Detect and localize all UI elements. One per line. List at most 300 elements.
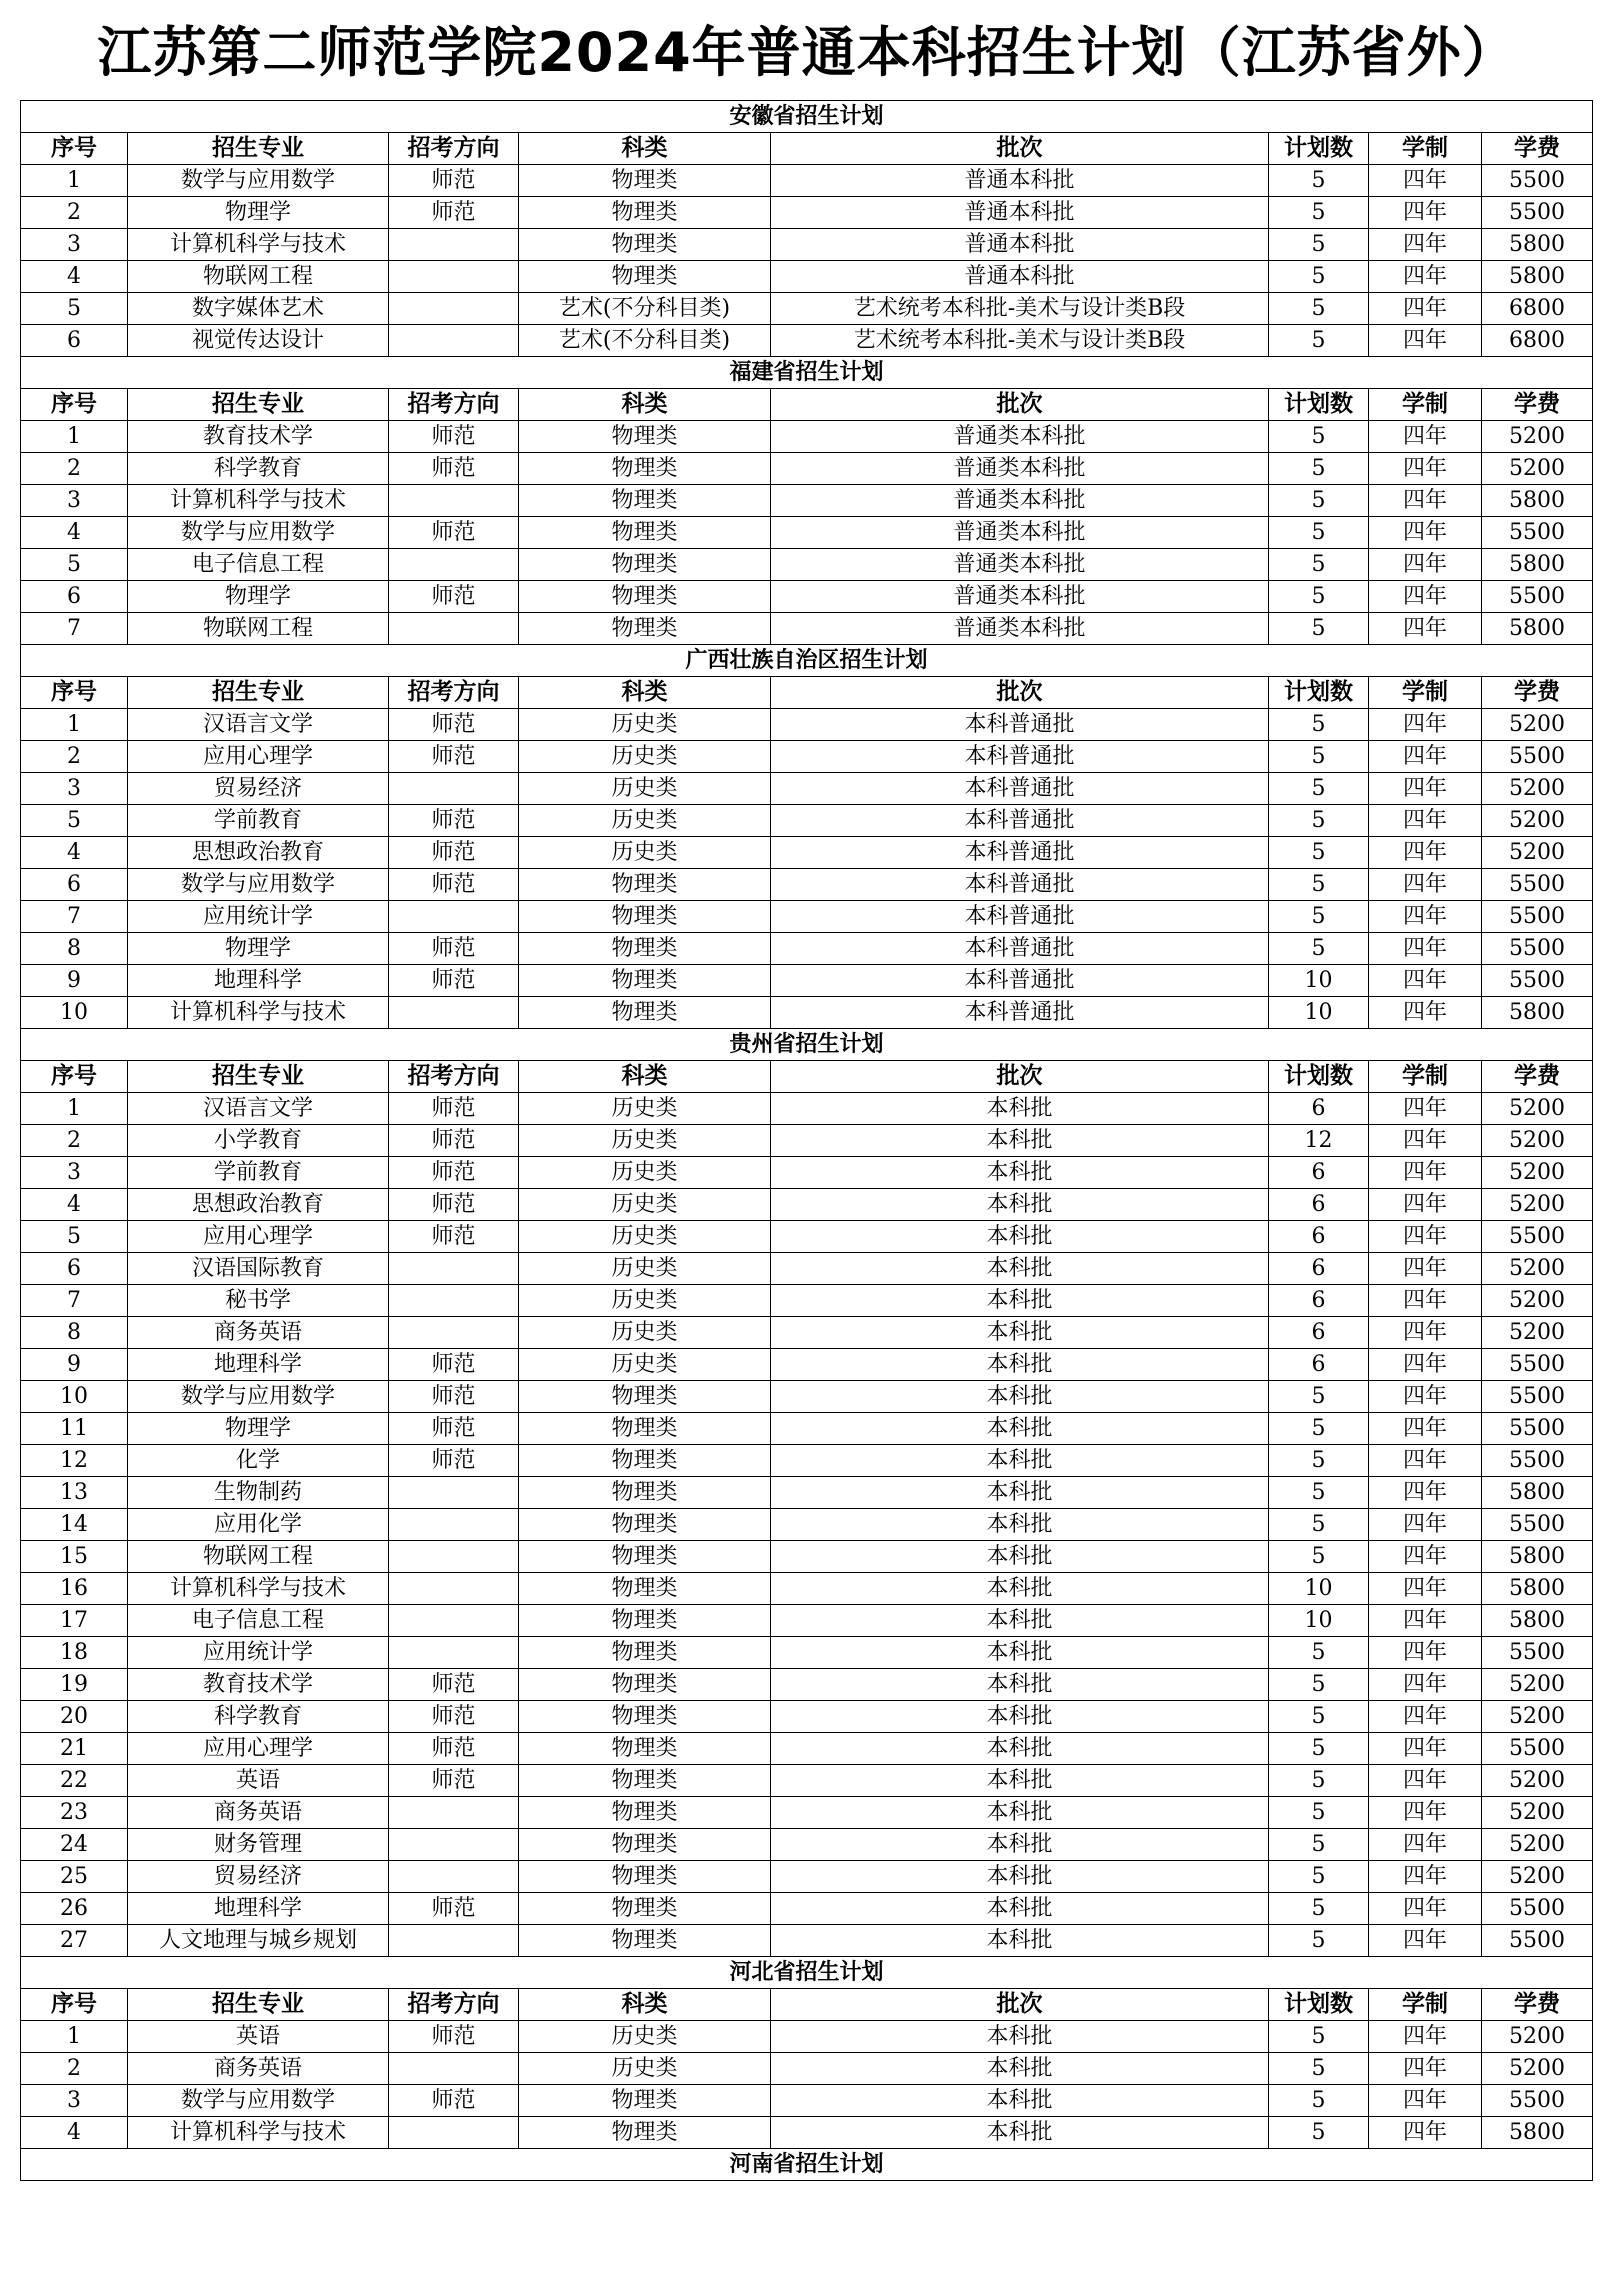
cell-subject-type: 物理类 xyxy=(519,1861,771,1893)
column-header-tuition: 学费 xyxy=(1482,677,1593,709)
table-row xyxy=(21,581,1593,613)
cell-duration: 四年 xyxy=(1369,1413,1482,1445)
cell-duration: 四年 xyxy=(1369,549,1482,581)
cell-duration: 四年 xyxy=(1369,1637,1482,1669)
cell-subject-type: 物理类 xyxy=(519,1573,771,1605)
cell-plan-count: 5 xyxy=(1269,453,1369,485)
cell-subject-type: 物理类 xyxy=(519,1829,771,1861)
cell-index: 3 xyxy=(21,773,128,805)
cell-direction: 师范 xyxy=(389,805,519,837)
cell-direction xyxy=(389,1797,519,1829)
table-row xyxy=(21,1861,1593,1893)
table-row xyxy=(21,1765,1593,1797)
column-header-major: 招生专业 xyxy=(128,389,389,421)
cell-index: 18 xyxy=(21,1637,128,1669)
column-header-plan-count: 计划数 xyxy=(1269,389,1369,421)
cell-batch: 本科批 xyxy=(771,1797,1269,1829)
cell-batch: 本科普通批 xyxy=(771,869,1269,901)
cell-plan-count: 6 xyxy=(1269,1317,1369,1349)
cell-duration: 四年 xyxy=(1369,1285,1482,1317)
cell-plan-count: 5 xyxy=(1269,1477,1369,1509)
cell-direction: 师范 xyxy=(389,1221,519,1253)
cell-direction xyxy=(389,325,519,357)
column-header-subject-type: 科类 xyxy=(519,677,771,709)
cell-batch: 本科普通批 xyxy=(771,901,1269,933)
cell-index: 2 xyxy=(21,2053,128,2085)
cell-subject-type: 物理类 xyxy=(519,1925,771,1957)
cell-subject-type: 历史类 xyxy=(519,709,771,741)
cell-batch: 本科批 xyxy=(771,1733,1269,1765)
cell-tuition: 5200 xyxy=(1482,2053,1593,2085)
cell-tuition: 5500 xyxy=(1482,965,1593,997)
column-header-batch: 批次 xyxy=(771,1061,1269,1093)
table-row xyxy=(21,1925,1593,1957)
cell-index: 6 xyxy=(21,325,128,357)
cell-tuition: 5800 xyxy=(1482,1477,1593,1509)
cell-tuition: 5500 xyxy=(1482,1893,1593,1925)
cell-direction: 师范 xyxy=(389,197,519,229)
cell-plan-count: 5 xyxy=(1269,741,1369,773)
cell-direction: 师范 xyxy=(389,1445,519,1477)
cell-direction: 师范 xyxy=(389,2085,519,2117)
table-row xyxy=(21,741,1593,773)
cell-major: 贸易经济 xyxy=(128,773,389,805)
cell-direction: 师范 xyxy=(389,1381,519,1413)
cell-duration: 四年 xyxy=(1369,1701,1482,1733)
cell-direction xyxy=(389,613,519,645)
cell-major: 数学与应用数学 xyxy=(128,517,389,549)
cell-tuition: 5800 xyxy=(1482,997,1593,1029)
cell-major: 小学教育 xyxy=(128,1125,389,1157)
cell-plan-count: 5 xyxy=(1269,1861,1369,1893)
cell-batch: 本科普通批 xyxy=(771,805,1269,837)
cell-subject-type: 物理类 xyxy=(519,1477,771,1509)
cell-subject-type: 物理类 xyxy=(519,229,771,261)
cell-batch: 本科批 xyxy=(771,1925,1269,1957)
cell-tuition: 5500 xyxy=(1482,869,1593,901)
cell-index: 4 xyxy=(21,261,128,293)
cell-subject-type: 物理类 xyxy=(519,901,771,933)
cell-subject-type: 物理类 xyxy=(519,965,771,997)
cell-index: 7 xyxy=(21,1285,128,1317)
cell-index: 12 xyxy=(21,1445,128,1477)
cell-direction: 师范 xyxy=(389,165,519,197)
cell-tuition: 5500 xyxy=(1482,1221,1593,1253)
cell-tuition: 5200 xyxy=(1482,1189,1593,1221)
table-row xyxy=(21,1477,1593,1509)
cell-batch: 本科批 xyxy=(771,1541,1269,1573)
cell-direction: 师范 xyxy=(389,453,519,485)
table-row xyxy=(21,261,1593,293)
cell-batch: 本科批 xyxy=(771,1221,1269,1253)
table-row xyxy=(21,165,1593,197)
table-row xyxy=(21,1381,1593,1413)
table-row xyxy=(21,1605,1593,1637)
cell-duration: 四年 xyxy=(1369,1221,1482,1253)
cell-subject-type: 物理类 xyxy=(519,581,771,613)
cell-tuition: 5500 xyxy=(1482,581,1593,613)
cell-subject-type: 历史类 xyxy=(519,1189,771,1221)
table-row xyxy=(21,773,1593,805)
cell-batch: 本科批 xyxy=(771,2085,1269,2117)
cell-tuition: 5800 xyxy=(1482,613,1593,645)
cell-direction xyxy=(389,229,519,261)
cell-subject-type: 历史类 xyxy=(519,1317,771,1349)
column-header-tuition: 学费 xyxy=(1482,389,1593,421)
column-header-batch: 批次 xyxy=(771,1989,1269,2021)
cell-tuition: 5500 xyxy=(1482,165,1593,197)
cell-subject-type: 历史类 xyxy=(519,837,771,869)
cell-index: 5 xyxy=(21,805,128,837)
cell-subject-type: 物理类 xyxy=(519,421,771,453)
cell-major: 科学教育 xyxy=(128,1701,389,1733)
cell-subject-type: 历史类 xyxy=(519,741,771,773)
cell-plan-count: 5 xyxy=(1269,613,1369,645)
cell-major: 数学与应用数学 xyxy=(128,1381,389,1413)
cell-tuition: 5200 xyxy=(1482,1861,1593,1893)
cell-plan-count: 5 xyxy=(1269,709,1369,741)
cell-tuition: 5200 xyxy=(1482,837,1593,869)
cell-major: 数学与应用数学 xyxy=(128,869,389,901)
table-row xyxy=(21,1093,1593,1125)
cell-plan-count: 6 xyxy=(1269,1093,1369,1125)
cell-duration: 四年 xyxy=(1369,1765,1482,1797)
column-header-plan-count: 计划数 xyxy=(1269,1061,1369,1093)
cell-duration: 四年 xyxy=(1369,1509,1482,1541)
cell-subject-type: 历史类 xyxy=(519,1093,771,1125)
cell-plan-count: 5 xyxy=(1269,165,1369,197)
table-row xyxy=(21,1541,1593,1573)
cell-major: 生物制药 xyxy=(128,1477,389,1509)
cell-tuition: 5500 xyxy=(1482,1445,1593,1477)
cell-direction: 师范 xyxy=(389,1701,519,1733)
cell-plan-count: 5 xyxy=(1269,1637,1369,1669)
section-title: 河北省招生计划 xyxy=(21,1957,1593,1989)
table-row xyxy=(21,1157,1593,1189)
cell-plan-count: 5 xyxy=(1269,1797,1369,1829)
table-row xyxy=(21,1701,1593,1733)
cell-direction: 师范 xyxy=(389,1189,519,1221)
cell-plan-count: 5 xyxy=(1269,485,1369,517)
cell-plan-count: 5 xyxy=(1269,1733,1369,1765)
cell-plan-count: 5 xyxy=(1269,1509,1369,1541)
cell-subject-type: 物理类 xyxy=(519,1541,771,1573)
cell-index: 1 xyxy=(21,2021,128,2053)
cell-tuition: 5500 xyxy=(1482,741,1593,773)
cell-plan-count: 10 xyxy=(1269,997,1369,1029)
cell-plan-count: 6 xyxy=(1269,1253,1369,1285)
cell-batch: 普通类本科批 xyxy=(771,517,1269,549)
cell-batch: 普通本科批 xyxy=(771,229,1269,261)
table-row xyxy=(21,613,1593,645)
cell-tuition: 5500 xyxy=(1482,2085,1593,2117)
cell-plan-count: 5 xyxy=(1269,837,1369,869)
cell-plan-count: 5 xyxy=(1269,933,1369,965)
cell-major: 应用心理学 xyxy=(128,1221,389,1253)
section-title-row xyxy=(21,1029,1593,1061)
cell-index: 4 xyxy=(21,837,128,869)
cell-subject-type: 物理类 xyxy=(519,485,771,517)
column-header-index: 序号 xyxy=(21,1061,128,1093)
cell-major: 物理学 xyxy=(128,197,389,229)
cell-subject-type: 物理类 xyxy=(519,165,771,197)
cell-batch: 本科批 xyxy=(771,1893,1269,1925)
cell-duration: 四年 xyxy=(1369,965,1482,997)
column-header-subject-type: 科类 xyxy=(519,1061,771,1093)
cell-batch: 本科批 xyxy=(771,1189,1269,1221)
cell-tuition: 5500 xyxy=(1482,1733,1593,1765)
table-row xyxy=(21,1317,1593,1349)
cell-tuition: 5200 xyxy=(1482,1125,1593,1157)
cell-tuition: 5200 xyxy=(1482,1157,1593,1189)
table-row xyxy=(21,229,1593,261)
column-header-duration: 学制 xyxy=(1369,133,1482,165)
cell-batch: 普通类本科批 xyxy=(771,421,1269,453)
section-title-row xyxy=(21,101,1593,133)
cell-batch: 普通类本科批 xyxy=(771,581,1269,613)
column-header-tuition: 学费 xyxy=(1482,1989,1593,2021)
cell-batch: 本科批 xyxy=(771,1157,1269,1189)
column-header-duration: 学制 xyxy=(1369,1061,1482,1093)
cell-index: 6 xyxy=(21,1253,128,1285)
cell-major: 物联网工程 xyxy=(128,1541,389,1573)
table-row xyxy=(21,709,1593,741)
cell-batch: 本科普通批 xyxy=(771,773,1269,805)
cell-tuition: 5800 xyxy=(1482,485,1593,517)
cell-batch: 本科批 xyxy=(771,1413,1269,1445)
table-row xyxy=(21,805,1593,837)
cell-major: 地理科学 xyxy=(128,965,389,997)
cell-direction xyxy=(389,2053,519,2085)
cell-direction: 师范 xyxy=(389,1157,519,1189)
cell-batch: 普通类本科批 xyxy=(771,613,1269,645)
cell-major: 贸易经济 xyxy=(128,1861,389,1893)
cell-batch: 本科普通批 xyxy=(771,965,1269,997)
cell-duration: 四年 xyxy=(1369,1573,1482,1605)
cell-major: 应用统计学 xyxy=(128,901,389,933)
cell-major: 数学与应用数学 xyxy=(128,165,389,197)
cell-index: 17 xyxy=(21,1605,128,1637)
cell-index: 14 xyxy=(21,1509,128,1541)
cell-tuition: 5500 xyxy=(1482,1349,1593,1381)
cell-subject-type: 物理类 xyxy=(519,869,771,901)
cell-major: 思想政治教育 xyxy=(128,1189,389,1221)
cell-plan-count: 5 xyxy=(1269,293,1369,325)
cell-index: 3 xyxy=(21,229,128,261)
cell-major: 汉语言文学 xyxy=(128,709,389,741)
cell-index: 27 xyxy=(21,1925,128,1957)
cell-plan-count: 5 xyxy=(1269,197,1369,229)
cell-duration: 四年 xyxy=(1369,1733,1482,1765)
cell-direction: 师范 xyxy=(389,2021,519,2053)
cell-subject-type: 物理类 xyxy=(519,997,771,1029)
cell-batch: 本科批 xyxy=(771,1701,1269,1733)
table-row xyxy=(21,1285,1593,1317)
cell-plan-count: 5 xyxy=(1269,1413,1369,1445)
table-row xyxy=(21,933,1593,965)
cell-major: 视觉传达设计 xyxy=(128,325,389,357)
cell-duration: 四年 xyxy=(1369,773,1482,805)
cell-tuition: 5200 xyxy=(1482,1829,1593,1861)
cell-batch: 普通类本科批 xyxy=(771,485,1269,517)
cell-duration: 四年 xyxy=(1369,1093,1482,1125)
cell-batch: 本科批 xyxy=(771,2021,1269,2053)
cell-duration: 四年 xyxy=(1369,1317,1482,1349)
cell-batch: 本科普通批 xyxy=(771,933,1269,965)
cell-duration: 四年 xyxy=(1369,1605,1482,1637)
table-row xyxy=(21,325,1593,357)
cell-tuition: 5800 xyxy=(1482,229,1593,261)
cell-duration: 四年 xyxy=(1369,453,1482,485)
cell-major: 计算机科学与技术 xyxy=(128,1573,389,1605)
cell-index: 15 xyxy=(21,1541,128,1573)
cell-plan-count: 5 xyxy=(1269,2021,1369,2053)
cell-direction xyxy=(389,997,519,1029)
cell-index: 4 xyxy=(21,2117,128,2149)
column-header-major: 招生专业 xyxy=(128,133,389,165)
cell-duration: 四年 xyxy=(1369,581,1482,613)
column-header-direction: 招考方向 xyxy=(389,677,519,709)
cell-subject-type: 历史类 xyxy=(519,805,771,837)
cell-subject-type: 物理类 xyxy=(519,933,771,965)
cell-major: 物理学 xyxy=(128,1413,389,1445)
cell-tuition: 5800 xyxy=(1482,1605,1593,1637)
cell-direction xyxy=(389,1605,519,1637)
cell-plan-count: 5 xyxy=(1269,421,1369,453)
table-row xyxy=(21,869,1593,901)
cell-tuition: 5200 xyxy=(1482,1285,1593,1317)
cell-batch: 本科批 xyxy=(771,1765,1269,1797)
cell-direction: 师范 xyxy=(389,517,519,549)
cell-batch: 本科批 xyxy=(771,1317,1269,1349)
cell-index: 19 xyxy=(21,1669,128,1701)
section-title-row xyxy=(21,2149,1593,2181)
table-row xyxy=(21,1445,1593,1477)
table-row xyxy=(21,197,1593,229)
column-header-direction: 招考方向 xyxy=(389,389,519,421)
section-title: 贵州省招生计划 xyxy=(21,1029,1593,1061)
cell-direction xyxy=(389,1573,519,1605)
table-row xyxy=(21,2085,1593,2117)
cell-tuition: 6800 xyxy=(1482,293,1593,325)
cell-tuition: 5200 xyxy=(1482,1669,1593,1701)
cell-duration: 四年 xyxy=(1369,933,1482,965)
table-row xyxy=(21,837,1593,869)
cell-subject-type: 物理类 xyxy=(519,1637,771,1669)
cell-major: 英语 xyxy=(128,2021,389,2053)
table-row xyxy=(21,421,1593,453)
cell-major: 应用心理学 xyxy=(128,1733,389,1765)
cell-index: 13 xyxy=(21,1477,128,1509)
header-row xyxy=(21,1989,1593,2021)
cell-major: 汉语言文学 xyxy=(128,1093,389,1125)
cell-direction: 师范 xyxy=(389,421,519,453)
cell-index: 9 xyxy=(21,965,128,997)
cell-batch: 本科批 xyxy=(771,1381,1269,1413)
cell-major: 教育技术学 xyxy=(128,421,389,453)
cell-subject-type: 艺术(不分科目类) xyxy=(519,293,771,325)
column-header-index: 序号 xyxy=(21,133,128,165)
cell-index: 26 xyxy=(21,1893,128,1925)
cell-index: 3 xyxy=(21,2085,128,2117)
cell-plan-count: 5 xyxy=(1269,1925,1369,1957)
cell-index: 4 xyxy=(21,1189,128,1221)
cell-plan-count: 5 xyxy=(1269,773,1369,805)
cell-major: 物理学 xyxy=(128,933,389,965)
cell-duration: 四年 xyxy=(1369,901,1482,933)
cell-plan-count: 5 xyxy=(1269,1701,1369,1733)
cell-major: 学前教育 xyxy=(128,1157,389,1189)
cell-duration: 四年 xyxy=(1369,1381,1482,1413)
table-row xyxy=(21,453,1593,485)
cell-duration: 四年 xyxy=(1369,197,1482,229)
section-title: 河南省招生计划 xyxy=(21,2149,1593,2181)
cell-duration: 四年 xyxy=(1369,805,1482,837)
cell-duration: 四年 xyxy=(1369,837,1482,869)
table-row xyxy=(21,1221,1593,1253)
cell-tuition: 5200 xyxy=(1482,773,1593,805)
section-title-row xyxy=(21,1957,1593,1989)
column-header-major: 招生专业 xyxy=(128,677,389,709)
cell-tuition: 5200 xyxy=(1482,453,1593,485)
column-header-index: 序号 xyxy=(21,1989,128,2021)
table-row xyxy=(21,997,1593,1029)
cell-plan-count: 5 xyxy=(1269,1541,1369,1573)
cell-duration: 四年 xyxy=(1369,1861,1482,1893)
cell-index: 5 xyxy=(21,549,128,581)
cell-batch: 本科普通批 xyxy=(771,837,1269,869)
cell-subject-type: 历史类 xyxy=(519,2021,771,2053)
table-row xyxy=(21,1669,1593,1701)
cell-duration: 四年 xyxy=(1369,1893,1482,1925)
cell-major: 计算机科学与技术 xyxy=(128,2117,389,2149)
cell-index: 16 xyxy=(21,1573,128,1605)
cell-index: 23 xyxy=(21,1797,128,1829)
cell-duration: 四年 xyxy=(1369,517,1482,549)
cell-direction xyxy=(389,1637,519,1669)
cell-plan-count: 5 xyxy=(1269,1669,1369,1701)
cell-major: 英语 xyxy=(128,1765,389,1797)
cell-index: 21 xyxy=(21,1733,128,1765)
cell-index: 10 xyxy=(21,1381,128,1413)
cell-subject-type: 历史类 xyxy=(519,1221,771,1253)
cell-batch: 本科批 xyxy=(771,1445,1269,1477)
cell-subject-type: 物理类 xyxy=(519,2117,771,2149)
cell-subject-type: 物理类 xyxy=(519,1413,771,1445)
column-header-batch: 批次 xyxy=(771,133,1269,165)
cell-tuition: 5200 xyxy=(1482,709,1593,741)
table-row xyxy=(21,1125,1593,1157)
cell-plan-count: 10 xyxy=(1269,1573,1369,1605)
cell-tuition: 5800 xyxy=(1482,1541,1593,1573)
cell-major: 商务英语 xyxy=(128,1797,389,1829)
cell-major: 数学与应用数学 xyxy=(128,2085,389,2117)
column-header-tuition: 学费 xyxy=(1482,133,1593,165)
cell-index: 8 xyxy=(21,1317,128,1349)
table-row xyxy=(21,901,1593,933)
cell-batch: 艺术统考本科批-美术与设计类B段 xyxy=(771,293,1269,325)
cell-tuition: 5200 xyxy=(1482,1701,1593,1733)
cell-duration: 四年 xyxy=(1369,1829,1482,1861)
column-header-batch: 批次 xyxy=(771,677,1269,709)
cell-batch: 本科批 xyxy=(771,1669,1269,1701)
cell-direction: 师范 xyxy=(389,709,519,741)
cell-direction: 师范 xyxy=(389,965,519,997)
cell-major: 计算机科学与技术 xyxy=(128,229,389,261)
cell-index: 24 xyxy=(21,1829,128,1861)
cell-major: 商务英语 xyxy=(128,2053,389,2085)
column-header-direction: 招考方向 xyxy=(389,1061,519,1093)
